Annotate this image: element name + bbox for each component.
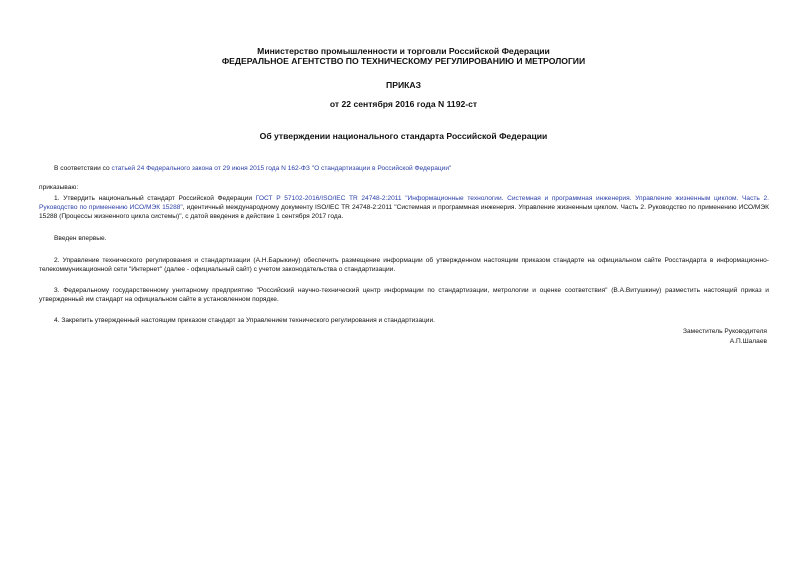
item-4-paragraph: 4. Закрепить утвержденный настоящим приказом стандарт за Управлением технического регулирования и стандартизации. (54, 317, 435, 324)
introduced-first-note: Введен впервые. (54, 235, 107, 242)
ministry-heading: Министерство промышленности и торговли Российской Федерации (257, 46, 550, 56)
item-1-prefix: 1. Утвердить национальный стандарт Российской Федерации (54, 195, 256, 202)
item-3-paragraph: 3. Федеральному государственному унитарному предприятию "Российский научно-технический центр информации по стандартизации, метрологии и оценке соответствия" (В.А.Витушкину) разместить настоящий приказ и утвержденный им стандарт на официальном сайте в установленном порядке. (39, 287, 769, 303)
doc-date-number: от 22 сентября 2016 года N 1192-ст (329, 99, 478, 109)
order-word: приказываю: (39, 184, 79, 191)
doc-title: Об утверждении национального стандарта Российской Федерации (259, 131, 548, 141)
standard-link[interactable]: ГОСТ Р 57102-2016/ISO/IEC TR 24748-2:2011 "Информационные технологии. Системная и программная инженерия. Управление жизненным циклом. Часть 2. Руководство по применению ИСО/МЭК 15288" (39, 195, 769, 211)
agency-heading: ФЕДЕРАЛЬНОЕ АГЕНТСТВО ПО ТЕХНИЧЕСКОМУ РЕГУЛИРОВАНИЮ И МЕТРОЛОГИИ (221, 56, 586, 66)
law-link[interactable]: статьей 24 Федерального закона от 29 июня 2015 года N 162-ФЗ "О стандартизации в Российской Федерации" (111, 165, 452, 172)
intro-paragraph (54, 164, 451, 173)
item-1-suffix: , идентичный международному документу ISO/IEC TR 24748-2:2011 "Системная и программная инженерия. Управление жизненным циклом. Часть 2. Руководство по применению ИСО/МЭК 15288 (Процессы жизненного цикла системы)", с датой введения в действие 1 сентября 2017 года. (39, 204, 769, 220)
doc-type-heading: ПРИКАЗ (386, 80, 421, 90)
signature-position: Заместитель Руководителя (683, 328, 767, 335)
intro-prefix: В соответствии со (54, 165, 112, 172)
item-2-paragraph: 2. Управление технического регулирования и стандартизации (А.Н.Барыкину) обеспечить размещение информации об утвержденном настоящим приказом стандарте на официальном сайте Росстандарта в информационно-телекоммуникационной сети "Интернет" (далее - официальный сайт) с учетом законодательства о стандартизации. (39, 257, 769, 273)
signature-name: А.П.Шалаев (729, 338, 767, 345)
item-1-paragraph (39, 194, 769, 221)
